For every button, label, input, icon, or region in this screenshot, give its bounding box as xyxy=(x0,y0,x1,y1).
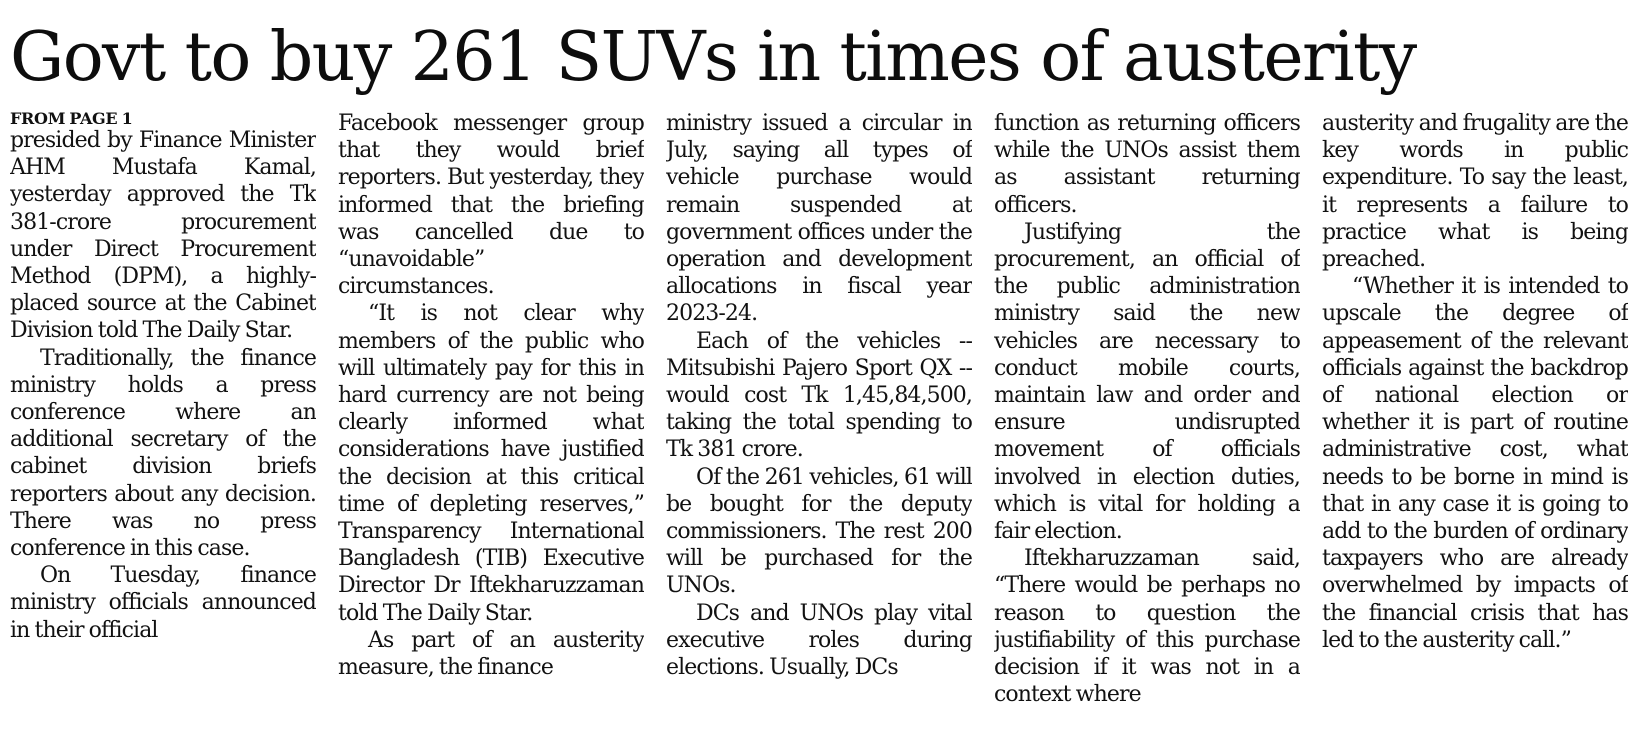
paragraph: “Whether it is intended to upscale the degree of appeasement of the relevant officials against the backdrop of national election or whether it is part of routine administrative cost, what needs to be borne in mind is that in any case it is going to add to the burden of ordinary taxpayers who are already overwhelmed by impacts of the financial crisis that has led to the austerity call.” xyxy=(1322,274,1628,653)
paragraph: Iftekharuzzaman said, “There would be perhaps no reason to question the justifiability of this purchase decision if it was not in a context where xyxy=(994,546,1300,708)
paragraph: As part of an austerity measure, the finance xyxy=(338,627,644,681)
paragraph: ministry issued a circular in July, saying all types of vehicle purchase would remain suspended at government offices under the operation and development allocations in fiscal year 2023-24. xyxy=(666,111,972,327)
column-1 xyxy=(10,110,316,730)
paragraph: Of the 261 vehicles, 61 will be bought for the deputy commissioners. The rest 200 will be purchased for the UNOs. xyxy=(666,464,972,599)
paragraph: Each of the vehicles -- Mitsubishi Pajero Sport QX -- would cost Tk 1,45,84,500, taking the total spending to Tk 381 crore. xyxy=(666,328,972,463)
paragraph: austerity and frugality are the key words in public expenditure. To say the least, it represents a failure to practice what is being preached. xyxy=(1322,111,1628,273)
paragraph: Facebook messenger group that they would brief reporters. But yesterday, they informed that the briefing was cancelled due to “unavoidable” circumstances. xyxy=(338,111,644,300)
column-2 xyxy=(338,110,644,730)
column-4 xyxy=(994,110,1300,730)
paragraph: Traditionally, the finance ministry holds a press conference where an additional secretary of the cabinet division briefs reporters about any decision. There was no press conference in this case. xyxy=(10,345,316,562)
paragraph: “It is not clear why members of the public who will ultimately pay for this in hard currency are not being clearly informed what considerations have justified the decision at this critical time of depleting reserves,” Transparency International Bangladesh (TIB) Executive Director Dr Iftekharuzzaman told The Daily Star. xyxy=(338,301,644,626)
column-5 xyxy=(1322,110,1628,730)
paragraph: DCs and UNOs play vital executive roles during elections. Usually, DCs xyxy=(666,600,972,681)
jump-label: FROM PAGE 1 xyxy=(10,110,133,128)
headline: Govt to buy 261 SUVs in times of austerity xyxy=(10,18,1416,97)
paragraph: function as returning officers while the UNOs assist them as assistant returning officers. xyxy=(994,111,1300,218)
article-body xyxy=(10,110,1628,730)
paragraph: On Tuesday, finance ministry officials announced in their official xyxy=(10,563,316,643)
paragraph: Justifying the procurement, an official of the public administration ministry said the new vehicles are necessary to conduct mobile courts, maintain law and order and ensure undisrupted movement of officials involved in election duties, which is vital for holding a fair election. xyxy=(994,219,1300,545)
paragraph: presided by Finance Minister AHM Mustafa Kamal, yesterday approved the Tk 381-crore procurement under Direct Procurement Method (DPM), a highly-placed source at the Cabinet Division told The Daily Star. xyxy=(10,128,316,344)
column-3 xyxy=(666,110,972,730)
